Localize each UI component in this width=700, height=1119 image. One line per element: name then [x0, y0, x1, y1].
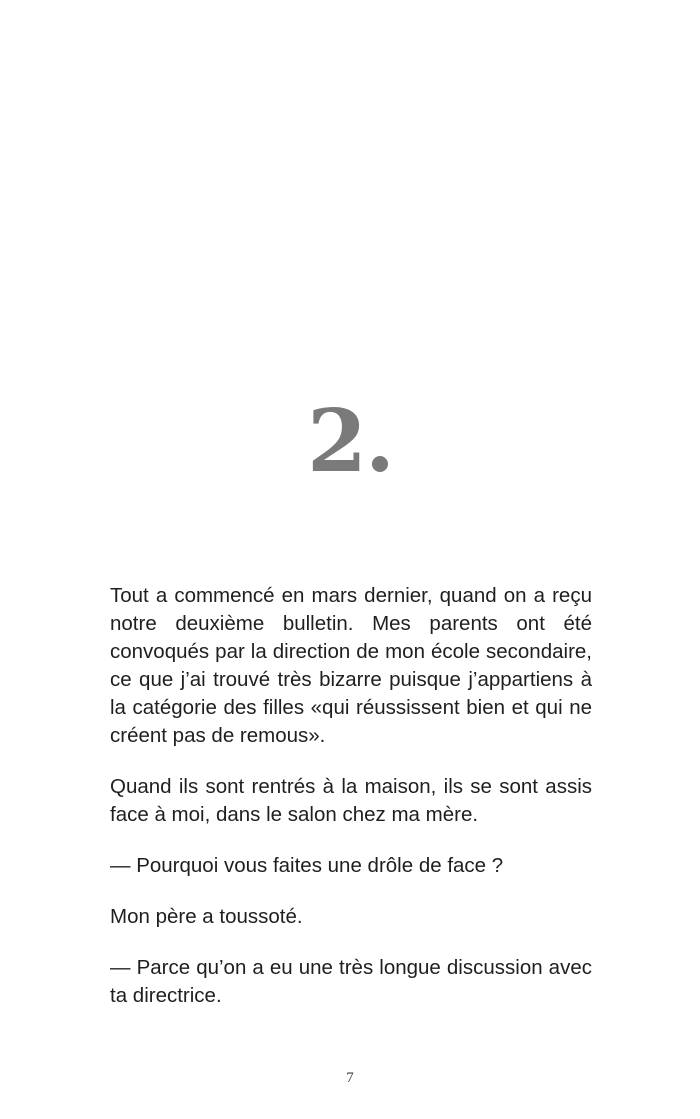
paragraph: Tout a commencé en mars dernier, quand on a reçu notre deuxième bulletin. Mes parents ont été convoqués par la direction de mon école secondaire, ce que j’ai trouvé très bizarre puisque j’appartiens à la catégorie des filles «qui réussissent bien et qui ne créent pas de remous».: [110, 584, 592, 747]
chapter-body: [110, 582, 592, 1033]
chapter-number: 2.: [307, 391, 393, 492]
paragraph: Mon père a toussoté.: [110, 905, 303, 928]
page-number: 7: [346, 1070, 354, 1086]
paragraph: Quand ils sont rentrés à la maison, ils se sont assis face à moi, dans le salon chez ma mère.: [110, 775, 592, 826]
dialogue-line: — Parce qu’on a eu une très longue discussion avec ta directrice.: [110, 956, 592, 1007]
dialogue-line: — Pourquoi vous faites une drôle de face ?: [110, 854, 504, 877]
